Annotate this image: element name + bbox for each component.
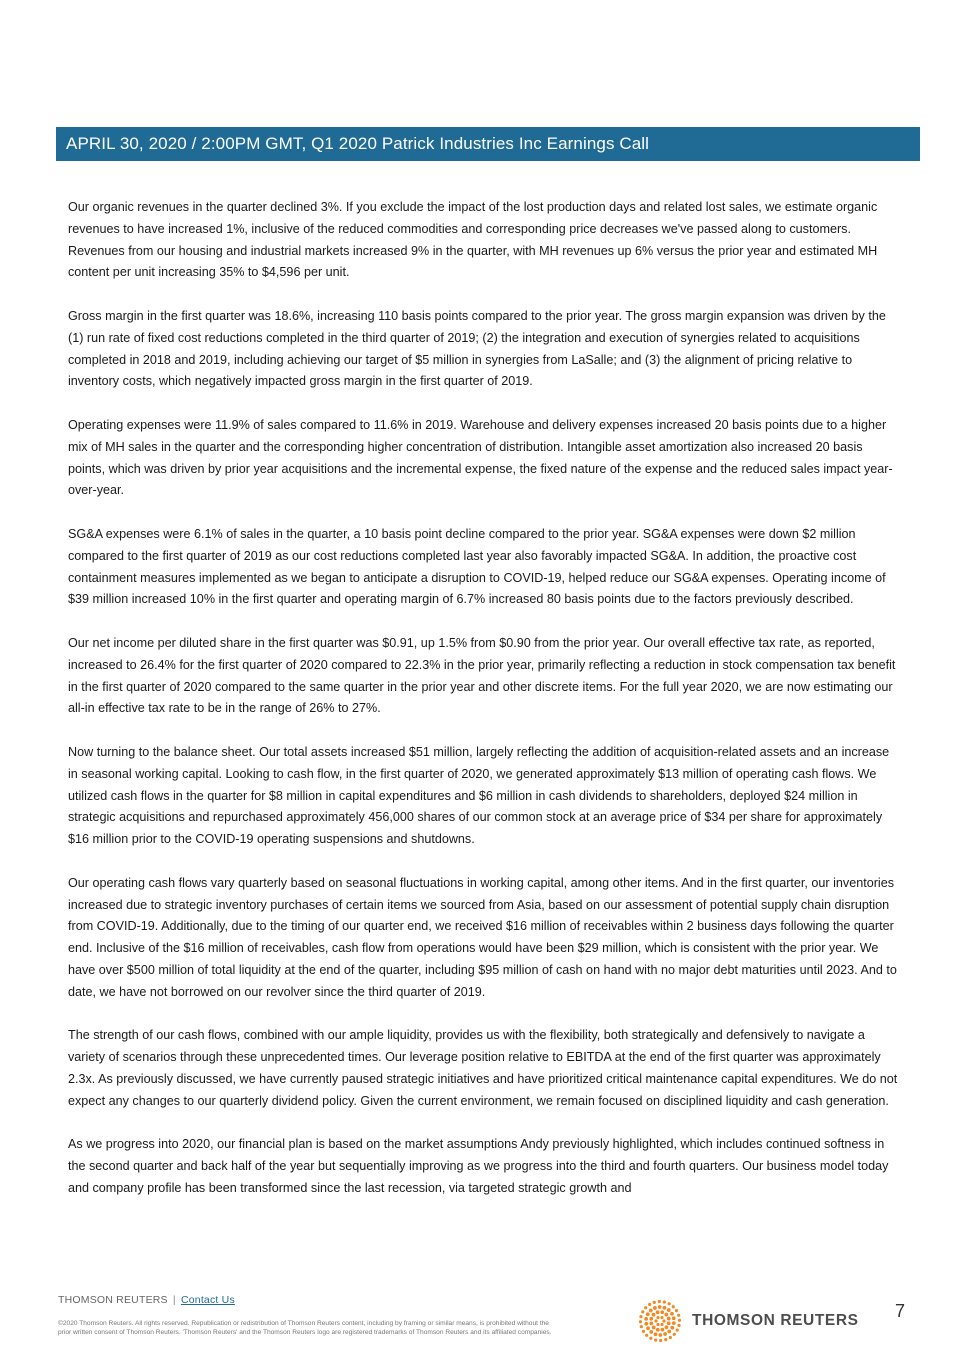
logo-dot <box>639 1320 642 1323</box>
paragraph: As we progress into 2020, our financial plan is based on the market assumptions Andy previously highlighted, which includes continued softness in the second quarter and back half of the year but sequentially improving as we progress into the third and fourth quarters. Our business model today and company profile has been transformed since the last recession, via targeted strategic growth and <box>68 1137 889 1195</box>
logo-dot <box>646 1326 650 1330</box>
logo-dot <box>654 1332 658 1336</box>
logo-dot <box>660 1310 664 1314</box>
logo-dot <box>667 1308 671 1312</box>
logo-dot <box>676 1329 679 1332</box>
logo-dot <box>656 1316 659 1319</box>
logo-dot <box>649 1337 652 1340</box>
footer-brand-name: THOMSON REUTERS <box>58 1294 168 1306</box>
logo-dot <box>660 1316 663 1319</box>
logo-dot <box>652 1326 656 1330</box>
logo-dot <box>672 1305 675 1308</box>
thomson-reuters-logo <box>636 1296 886 1346</box>
logo-dot <box>667 1317 671 1321</box>
logo-dot <box>654 1319 657 1322</box>
logo-dot <box>653 1301 656 1304</box>
paragraph: Our operating cash flows vary quarterly based on seasonal fluctuations in working capital, among other items. And in the first quarter, our inventories increased due to strategic inventory purchases of certain items we sourced from Asia, based on our assessment of potential supply chain disruption from COVID-19. Additionally, due to the timing of our quarter end, we received $16 million of receivables within 2 business days following the quarter end. Inclusive of the $16 million of receivables, cash flow from operations would have been $29 million, which is consistent with the prior year. We have over $500 million of total liquidity at the end of the quarter, including $95 million of cash on hand with no major debt maturities until 2023. And to date, we have not borrowed on our revolver since the third quarter of 2019. <box>68 875 897 999</box>
logo-dot <box>677 1324 680 1327</box>
logo-dot <box>672 1321 676 1325</box>
logo-dot <box>646 1312 650 1316</box>
logo-dot <box>667 1321 671 1325</box>
footer-brand <box>58 1294 235 1306</box>
logo-dot <box>656 1328 660 1332</box>
logo-dot <box>668 1302 671 1305</box>
paragraph: Operating expenses were 11.9% of sales compared to 11.6% in 2019. Warehouse and delivery expenses increased 20 basis points due to a higher mix of MH sales in the quarter and the corresponding higher concentration of distribution. Intangible asset amortization also increased 20 basis points, which was driven by prior year acquisitions and the incremental expense, the fixed nature of the expense and the reduced sales impact year-over-year. <box>68 417 893 498</box>
logo-dot <box>656 1310 660 1314</box>
paragraph: Now turning to the balance sheet. Our total assets increased $51 million, largely reflecting the addition of acquisition-related assets and an increase in seasonal working capital. Looking to cash flow, in the first quarter of 2020, we generated approximately $13 million of operating cash flows. We utilized cash flows in the quarter for $8 million in capital expenditures and $6 million in cash dividends to shareholders, deployed $24 million in strategic acquisitions and repurchased approximately 456,000 shares of our common stock at an average price of $34 per share for approximately $16 million prior to the COVID-19 operating suspensions and shutdowns. <box>68 744 890 847</box>
contact-us-link[interactable]: Contact Us <box>180 1294 235 1306</box>
logo-dot <box>649 1322 653 1326</box>
logo-dot <box>673 1333 676 1336</box>
logo-dot <box>663 1300 666 1303</box>
logo-dot <box>656 1323 659 1326</box>
logo-dot <box>658 1305 662 1309</box>
logo-dot <box>661 1328 665 1332</box>
logo-dot <box>660 1323 663 1326</box>
logo-dot <box>652 1313 656 1317</box>
page-number: 7 <box>895 1301 906 1321</box>
logo-dot <box>658 1333 662 1337</box>
footer-separator: | <box>172 1294 176 1306</box>
logo-dot <box>649 1317 653 1321</box>
logo-dot <box>672 1316 676 1320</box>
paragraph: Gross margin in the first quarter was 18.6%, increasing 110 basis points compared to the prior year. The gross margin expansion was driven by the (1) run rate of fixed cost reductions completed in the third quarter of 2019; (2) the integration and execution of synergies related to acquisitions completed in 2018 and 2019, including achieving our target of $5 million in synergies from LaSalle; and (3) the alignment of pricing relative to inventory costs, which negatively impacted gross margin in the first quarter of 2019. <box>68 308 886 389</box>
logo-dot <box>663 1306 667 1310</box>
logo-dot <box>639 1315 642 1318</box>
transcript-body <box>68 197 900 1221</box>
logo-dot <box>649 1330 653 1334</box>
logo-dot <box>641 1310 644 1313</box>
logo-dot <box>653 1306 657 1310</box>
logo-dot <box>644 1317 648 1321</box>
logo-dot <box>678 1319 681 1322</box>
logo-dot <box>645 1334 648 1337</box>
logo-dot <box>644 1306 647 1309</box>
header-title: APRIL 30, 2020 / 2:00PM GMT, Q1 2020 Patrick Industries Inc Earnings Call <box>66 134 650 153</box>
logo-dot <box>649 1309 653 1313</box>
paragraph: Our organic revenues in the quarter declined 3%. If you exclude the impact of the lost production days and related lost sales, we estimate organic revenues to have increased 1%, inclusive of the reduced commodities and corresponding price decreases we've passed along to customers. Revenues from our housing and industrial markets increased 9% in the quarter, with MH revenues up 6% versus the prior year and estimated MH content per unit increasing 35% to $4,596 per unit. <box>68 200 878 280</box>
logo-dot <box>677 1314 680 1317</box>
logo-text: THOMSON REUTERS <box>692 1312 859 1329</box>
page-header <box>56 127 920 161</box>
logo-dot <box>659 1339 662 1342</box>
logo-dot <box>648 1303 651 1306</box>
logo-dot <box>654 1338 657 1341</box>
logo-dot <box>644 1322 648 1326</box>
logo-dot <box>670 1326 674 1330</box>
logo-dot <box>642 1330 645 1333</box>
logo-dot <box>640 1325 643 1328</box>
logo-dot <box>663 1332 667 1336</box>
paragraph: SG&A expenses were 6.1% of sales in the quarter, a 10 basis point decline compared to the prior year. SG&A expenses were down $2 million compared to the first quarter of 2019 as our cost reductions completed last year also favorably impacted SG&A. In addition, the proactive cost containment measures implemented as we began to anticipate a disruption to COVID-19, helped reduce our SG&A expenses. Operating income of $39 million increased 10% in the first quarter and operating margin of 6.7% increased 80 basis points due to the factors previously described. <box>68 526 886 607</box>
logo-dot <box>665 1325 669 1329</box>
logo-dot <box>669 1336 672 1339</box>
footer-legal-notice: ©2020 Thomson Reuters. All rights reserved. Republication or redistribution of Thomson Reuters content, including by framing or similar means, is prohibited without the prior written consent of Thomson Reuters. 'Thomson Reuters' and the Thomson Reuters logo are registered trademarks of Thomson Reuters and its affiliated companies. <box>58 1320 552 1336</box>
logo-dot <box>662 1319 665 1322</box>
paragraph: The strength of our cash flows, combined with our ample liquidity, provides us with the flexibility, both strategically and defensively to navigate a variety of scenarios through these unprecedented times. Our leverage position relative to EBITDA at the end of the first quarter was approximately 2.3x. As previously discussed, we have currently paused strategic initiatives and have prioritized critical maintenance capital expenditures. We do not expect any changes to our quarterly dividend policy. Given the current environment, we remain focused on disciplined liquidity and cash generation. <box>68 1028 898 1108</box>
paragraph: Our net income per diluted share in the first quarter was $0.91, up 1.5% from $0.90 from the prior year. Our overall effective tax rate, as reported, increased to 26.4% for the first quarter of 2020 compared to 22.3% in the prior year, primarily reflecting a reduction in stock compensation tax benefit in the first quarter of 2020 compared to the same quarter in the prior year and other discrete items. For the full year 2020, we are now estimating our all-in effective tax rate to be in the range of 26% to 27%. <box>68 635 896 716</box>
logo-dot <box>664 1313 668 1317</box>
thomson-reuters-sphere-icon <box>636 1297 684 1345</box>
logo-dot <box>670 1312 674 1316</box>
logo-dot <box>667 1330 671 1334</box>
logo-dot <box>664 1338 667 1341</box>
logo-dot <box>675 1309 678 1312</box>
logo-dot <box>658 1300 661 1303</box>
